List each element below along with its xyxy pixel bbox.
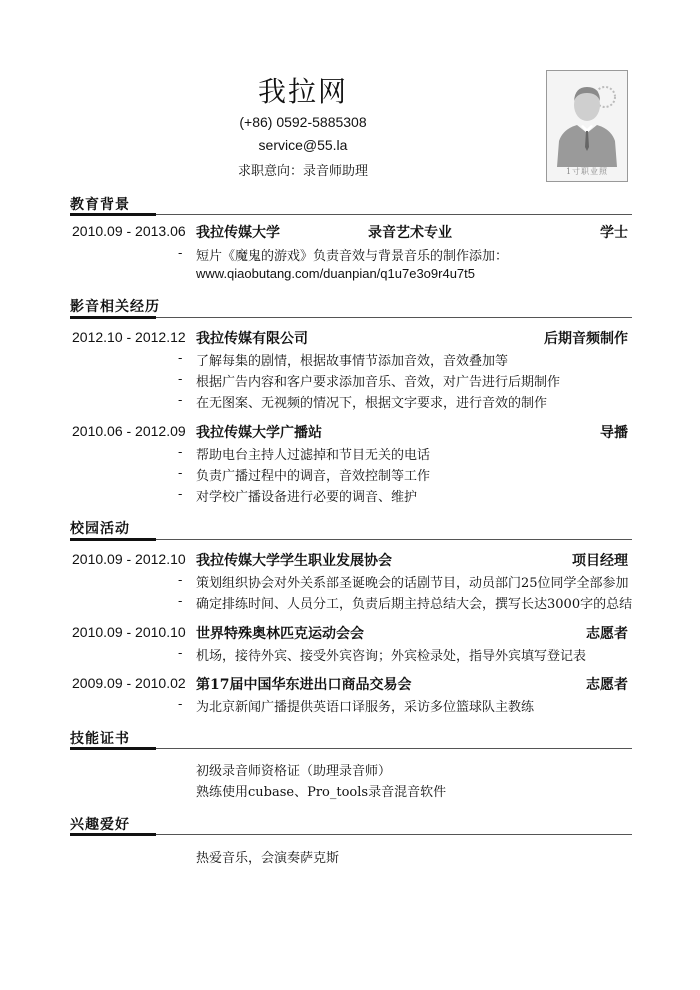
avatar-placeholder-icon xyxy=(547,71,627,167)
section-accent-bar xyxy=(70,316,156,319)
education-major: 录音艺术专业 xyxy=(368,225,452,241)
section-title-experience: 影音相关经历 xyxy=(70,299,160,315)
bullet-marker: - xyxy=(178,372,183,387)
campus-role: 志愿者 xyxy=(586,677,628,693)
education-url: www.qiaobutang.com/duanpian/q1u7e3o9r4u7t5 xyxy=(196,266,475,281)
section-accent-bar xyxy=(70,747,156,750)
campus-bullet: 机场，接待外宾、接受外宾咨询；外宾检录处，指导外宾填写登记表 xyxy=(196,649,587,664)
campus-bullet: 策划组织协会对外关系部圣诞晚会的话剧节目，动员部门25位同学全部参加 xyxy=(196,576,629,591)
photo-label: 1寸职业照 xyxy=(565,167,609,176)
job-intent: 求职意向：录音师助理 xyxy=(237,164,368,179)
bullet-marker: - xyxy=(178,466,183,481)
campus-org: 世界特殊奥林匹克运动会会 xyxy=(196,626,364,642)
bullet-marker: - xyxy=(178,445,183,460)
hobby-item: 热爱音乐，会演奏萨克斯 xyxy=(196,851,340,866)
experience-org: 我拉传媒大学广播站 xyxy=(196,425,322,441)
bullet-marker: - xyxy=(178,487,183,502)
bullet-marker: - xyxy=(178,594,183,609)
experience-bullet: 根据广告内容和客户要求添加音乐、音效，对广告进行后期制作 xyxy=(196,375,561,390)
campus-org: 我拉传媒大学学生职业发展协会 xyxy=(196,553,392,569)
campus-date: 2009.09 - 2010.02 xyxy=(72,675,186,691)
campus-role: 项目经理 xyxy=(572,553,628,569)
bullet-marker: - xyxy=(178,573,183,588)
section-title-campus: 校园活动 xyxy=(70,521,130,537)
campus-bullet: 确定排练时间、人员分工，负责后期主持总结大会，撰写长达3000字的总结 xyxy=(196,597,633,612)
bullet-marker: - xyxy=(178,697,183,712)
education-bullet: 短片《魔鬼的游戏》负责音效与背景音乐的制作添加： xyxy=(196,249,509,264)
education-date: 2010.09 - 2013.06 xyxy=(72,223,186,239)
skill-item: 熟练使用cubase、Pro_tools录音混音软件 xyxy=(196,785,447,800)
profile-photo xyxy=(546,70,628,182)
campus-date: 2010.09 - 2010.10 xyxy=(72,624,186,640)
email-address: service@55.la xyxy=(258,137,348,153)
section-title-hobbies: 兴趣爱好 xyxy=(70,817,130,833)
campus-org: 第17届中国华东进出口商品交易会 xyxy=(196,677,412,693)
section-title-skills: 技能证书 xyxy=(70,731,130,747)
experience-date: 2012.10 - 2012.12 xyxy=(72,329,186,345)
experience-role: 后期音频制作 xyxy=(544,331,628,347)
campus-role: 志愿者 xyxy=(586,626,628,642)
experience-org: 我拉传媒有限公司 xyxy=(196,331,308,347)
bullet-marker: - xyxy=(178,393,183,408)
phone-number: (+86) 0592-5885308 xyxy=(239,114,367,130)
skill-item: 初级录音师资格证（助理录音师） xyxy=(196,764,392,779)
education-degree: 学士 xyxy=(600,225,628,241)
experience-bullet: 负责广播过程中的调音，音效控制等工作 xyxy=(196,469,431,484)
experience-bullet: 了解每集的剧情，根据故事情节添加音效，音效叠加等 xyxy=(196,354,509,369)
bullet-marker: - xyxy=(178,646,183,661)
section-accent-bar xyxy=(70,538,156,541)
section-accent-bar xyxy=(70,833,156,836)
experience-bullet: 在无图案、无视频的情况下，根据文字要求，进行音效的制作 xyxy=(196,396,548,411)
experience-role: 导播 xyxy=(600,425,628,441)
bullet-marker: - xyxy=(178,351,183,366)
bullet-marker: - xyxy=(178,246,183,261)
section-accent-bar xyxy=(70,213,156,216)
experience-bullet: 帮助电台主持人过滤掉和节目无关的电话 xyxy=(196,448,431,463)
section-title-education: 教育背景 xyxy=(70,197,130,213)
campus-date: 2010.09 - 2012.10 xyxy=(72,551,186,567)
candidate-name: 我拉网 xyxy=(257,75,348,108)
experience-bullet: 对学校广播设备进行必要的调音、维护 xyxy=(196,490,418,505)
experience-date: 2010.06 - 2012.09 xyxy=(72,423,186,439)
education-school: 我拉传媒大学 xyxy=(196,225,280,241)
campus-bullet: 为北京新闻广播提供英语口译服务，采访多位篮球队主教练 xyxy=(196,700,535,715)
